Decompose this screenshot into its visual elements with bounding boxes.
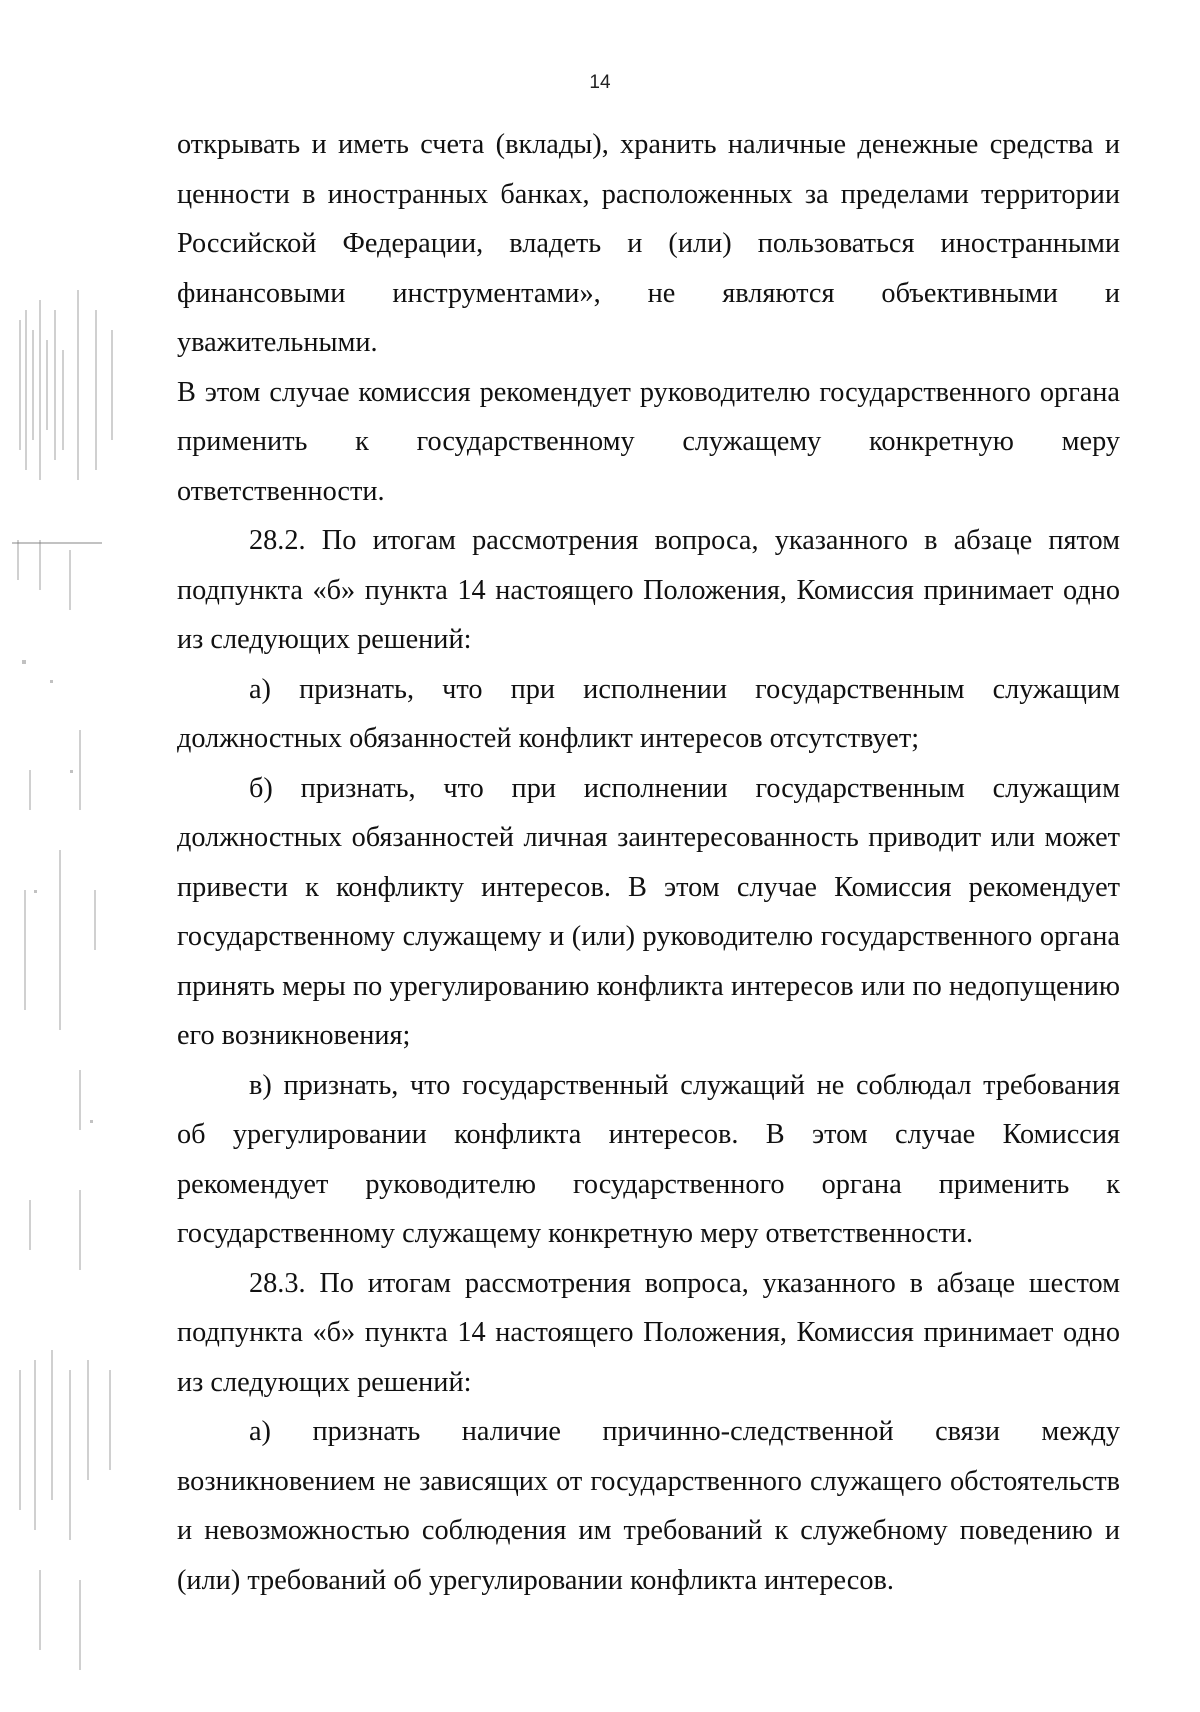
paragraph-28-2-b: б) признать, что при исполнении государственным служащим должностных обязанностей личная заинтересованность приводит или может привести к конфликту интересов. В этом случае Комиссия рекомендует государственному служащему и (или) руководителю государственного органа принять меры по урегулированию конфликта интересов или по недопущению его возникновения; [177, 772, 1120, 1051]
paragraph: открывать и иметь счета (вклады), хранить наличные денежные средства и ценности в иностранных банках, расположенных за пределами территории Российской Федерации, владеть и (или) пользоваться иностранными финансовыми инструментами», не являются объективными и уважительными. [177, 129, 1120, 358]
page-number: 14 [589, 72, 611, 93]
paragraph-28-2: 28.2. По итогам рассмотрения вопроса, указанного в абзаце пятом подпункта «б» пункта 14 настоящего Положения, Комиссия принимает одно из следующих решений: [177, 525, 1120, 655]
paragraph-28-3-a: а) признать наличие причинно-следственной связи между возникновением не зависящих от государственного служащего обстоятельств и невозможностью соблюдения им требований к служебному поведению и (или) требований об урегулировании конфликта интересов. [177, 1416, 1120, 1596]
document-body [177, 120, 1120, 1605]
paragraph: В этом случае комиссия рекомендует руководителю государственного органа применить к государственному служащему конкретную меру ответственности. [177, 376, 1120, 507]
paragraph-28-2-c: в) признать, что государственный служащий не соблюдал требования об урегулировании конфликта интересов. В этом случае Комиссия рекомендует руководителю государственного органа применить к государственному служащему конкретную меру ответственности. [177, 1069, 1120, 1249]
paragraph-28-2-a: а) признать, что при исполнении государственным служащим должностных обязанностей конфликт интересов отсутствует; [177, 673, 1120, 754]
paragraph-28-3: 28.3. По итогам рассмотрения вопроса, указанного в абзаце шестом подпункта «б» пункта 14 настоящего Положения, Комиссия принимает одно из следующих решений: [177, 1267, 1120, 1398]
scan-artifact-strip [0, 250, 140, 1710]
